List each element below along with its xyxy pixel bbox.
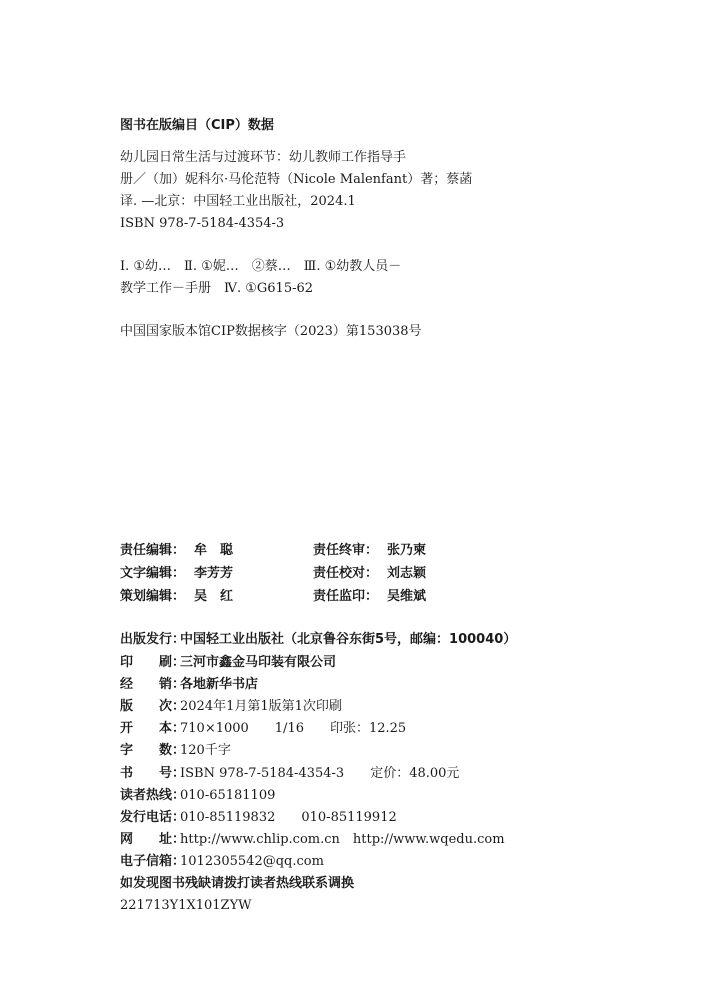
staff-row <box>313 566 426 582</box>
staff-row <box>313 589 426 605</box>
pub-row-word-count <box>120 743 231 759</box>
staff-label: 责任终审： <box>313 543 379 558</box>
staff-value: 吴维斌 <box>387 589 427 604</box>
pub-label: 书 号： <box>120 766 186 781</box>
pub-row-website <box>120 832 505 848</box>
pub-row-reader-hotline <box>120 788 275 804</box>
pub-row-format <box>120 721 406 737</box>
staff-value: 牟 聪 <box>194 543 234 558</box>
staff-row <box>120 566 233 582</box>
cip-classification-2: 教学工作－手册 Ⅳ. ①G615-62 <box>120 281 314 296</box>
pub-row-sales-phone <box>120 810 397 826</box>
staff-label: 文字编辑： <box>120 566 186 581</box>
staff-label: 责任编辑： <box>120 543 186 558</box>
pub-label: 网 址： <box>120 832 186 847</box>
staff-value: 刘志颖 <box>387 566 427 581</box>
pub-row-printer <box>120 655 336 671</box>
pub-label: 经 销： <box>120 677 186 692</box>
pub-value: http://www.chlip.com.cn http://www.wqedu.com <box>180 832 505 847</box>
staff-row <box>313 543 426 559</box>
staff-label: 策划编辑： <box>120 589 186 604</box>
pub-row-distributor <box>120 677 258 693</box>
pub-label: 字 数： <box>120 743 186 758</box>
cip-line-1: 幼儿园日常生活与过渡环节：幼儿教师工作指导手 <box>120 150 407 165</box>
staff-value: 吴 红 <box>194 589 234 604</box>
staff-value: 李芳芳 <box>194 566 234 581</box>
pub-value: 120千字 <box>180 743 231 758</box>
pub-value: 010-85119832 010-85119912 <box>180 810 397 825</box>
book-code: 221713Y1X101ZYW <box>120 898 252 913</box>
pub-value: 710×1000 1/16 印张：12.25 <box>180 721 407 736</box>
staff-value: 张乃柬 <box>387 543 427 558</box>
staff-label: 责任校对： <box>313 566 379 581</box>
pub-value: 三河市鑫金马印装有限公司 <box>180 655 337 670</box>
cip-heading: 图书在版编目（CIP）数据 <box>120 118 274 133</box>
pub-label: 版 次： <box>120 699 186 714</box>
staff-row <box>120 589 233 605</box>
pub-label: 发行电话： <box>120 810 186 825</box>
pub-row-email <box>120 854 324 870</box>
cip-record-number: 中国国家版本馆CIP数据核字（2023）第153038号 <box>120 324 422 339</box>
cip-line-2: 册／（加）妮科尔·马伦范特（Nicole Malenfant）著；蔡菡 <box>120 172 473 187</box>
pub-label: 开 本： <box>120 721 186 736</box>
pub-row-isbn-price <box>120 766 459 782</box>
pub-value: 中国轻工业出版社（北京鲁谷东街5号，邮编：100040） <box>180 632 517 647</box>
pub-label: 电子信箱： <box>120 854 186 869</box>
pub-label: 出版发行： <box>120 632 186 647</box>
pub-row-edition <box>120 699 342 715</box>
staff-label: 责任监印： <box>313 589 379 604</box>
pub-value: 2024年1月第1版第1次印刷 <box>180 699 342 714</box>
pub-label: 读者热线： <box>120 788 186 803</box>
pub-value: 各地新华书店 <box>180 677 259 692</box>
defect-notice: 如发现图书残缺请拨打读者热线联系调换 <box>120 876 355 891</box>
cip-line-3: 译. —北京：中国轻工业出版社，2024.1 <box>120 194 356 209</box>
pub-label: 印 刷： <box>120 655 186 670</box>
pub-value: 1012305542@qq.com <box>180 854 324 869</box>
cip-classification-1: Ⅰ. ①幼… Ⅱ. ①妮… ②蔡… Ⅲ. ①幼教人员－ <box>120 259 402 274</box>
staff-row <box>120 543 233 559</box>
pub-value: 010-65181109 <box>180 788 276 803</box>
cip-isbn: ISBN 978-7-5184-4354-3 <box>120 216 285 231</box>
pub-value: ISBN 978-7-5184-4354-3 定价：48.00元 <box>180 766 460 781</box>
pub-row-publisher <box>120 632 516 648</box>
